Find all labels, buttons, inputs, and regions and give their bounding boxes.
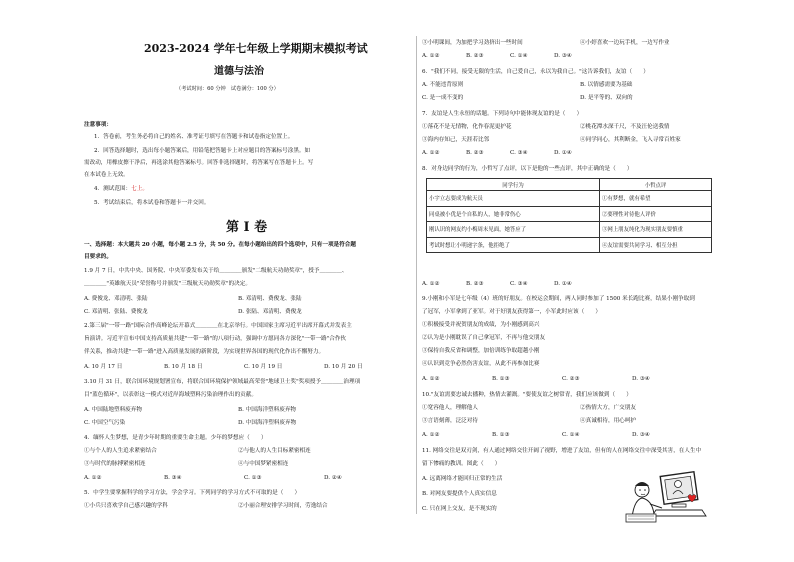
- table-header-row: [427, 179, 712, 191]
- q8-option-b: B. ②③: [466, 281, 484, 287]
- note-4: [94, 186, 148, 193]
- q1-line1: 1.9 月 7 日，中共中央、国务院、中央军委发布关于给＿＿＿＿颁发"二级航天功勋奖章"，授予＿＿＿＿、: [84, 268, 348, 274]
- q6-option-a: A. 不能违背原则: [422, 82, 464, 88]
- q8-option-d: D. ①④: [554, 281, 572, 287]
- q4-stem: 4．缅怀人生梦想，是青少年时期的重要生命主题。少年的梦想应（ ）: [84, 435, 267, 441]
- q3-line2: 目"蓝色循环"，以表彰这一模式对近岸海域塑料污染治理作出的贡献。: [84, 392, 257, 398]
- q2-line3: 伴关系，推动共建"一带一路"进入高质量发展的新阶段，为实现世界各国的现代化作出不懈努力。: [84, 349, 325, 355]
- q5-item-2: ②小丽合理安排学习时间，劳逸结合: [238, 503, 328, 509]
- note-5: 5．考试结束后，将本试卷和答题卡一并交回。: [94, 200, 210, 206]
- subject-title: 道德与法治: [214, 66, 264, 77]
- q1-option-d: D. 张陆、邓清明、费俊龙: [238, 309, 302, 315]
- q1-option-b: B. 邓清明、费俊龙、张陆: [238, 296, 302, 302]
- q9-item-2: ②认为是小刚耽误了自己拿冠军，不再与他交朋友: [422, 335, 546, 341]
- column-divider: [416, 36, 417, 514]
- q9-item-1: ①积极接受并祝贺朋友的成绩，为小刚感到高兴: [422, 322, 540, 328]
- q6-option-d: D. 是平等的、双向的: [580, 95, 633, 101]
- q8-option-a: A. ①②: [422, 281, 440, 287]
- section1-instruction: 一、选择题：本大题共 20 小题，每小题 2.5 分，共 50 分。在每小题给出的四个选项中，只有一项是符合题: [84, 242, 356, 248]
- q7-option-d: D. ①④: [554, 150, 572, 156]
- q7-item-3: ③海内存知己，天涯若比邻: [422, 137, 490, 143]
- q2-option-c: C. 10 月 19 日: [244, 364, 283, 370]
- q8-stem: 8．对身边同学的行为，小哲写了点评，以下是他的一些点评，其中正确的是（ ）: [422, 166, 633, 172]
- q8-table: [426, 178, 712, 253]
- q8-option-c: C. ③④: [510, 281, 528, 287]
- q1-line2: ＿＿＿＿"英雄航天员"荣誉称号并颁发"三级航天功勋奖章"的决定。: [84, 281, 251, 287]
- q5-option-b: B. ②③: [466, 53, 484, 59]
- note-4-label: 4．测试范围：: [94, 186, 132, 192]
- table-header-cell: 小哲点评: [600, 179, 712, 191]
- q9-line1: 9.小刚和小军是七年级（4）班的好朋友。在校运会期间，两人同时参加了 1500 米长跑比赛，结果小刚争取到: [422, 296, 695, 302]
- q1-option-a: A. 费俊龙、邓清明、张陆: [84, 296, 148, 302]
- table-row: [427, 191, 712, 207]
- q7-item-4: ④同学同心，其利断金，飞入寻常百姓家: [580, 137, 681, 143]
- q6-option-c: C. 是一成不变的: [422, 95, 464, 101]
- note-1: 1．答卷前，考生务必将自己的姓名、准考证号填写在答题卡和试卷指定位置上。: [94, 134, 294, 140]
- volume-title: 第 I 卷: [226, 220, 268, 235]
- q2-line1: 2.第三届"一带一路"国际合作高峰论坛开幕式＿＿＿＿在北京举行。中国国家主席习近平出席开幕式并发表主: [84, 323, 352, 329]
- q9-line2: 了冠军，小军拿到了亚军。对于好朋友获得第一，小军此时应该（ ）: [422, 309, 602, 315]
- q10-option-c: C. ①④: [562, 432, 580, 438]
- note-2c: 在本试卷上无效。: [84, 172, 129, 178]
- q7-item-1: ①落花不是无情物，化作春泥更护花: [422, 124, 512, 130]
- q11-line1: 11. 网络交往是双刃剑，有人通过网络交往开阔了视野，增进了友谊，但有的人在网络交往中深受其害，在人生中: [422, 448, 702, 454]
- q3-line1: 3.10 月 31 日，联合国环境规划署宣布，将联合国环境保护领域最高荣誉"地球卫士奖"奖项授予＿＿＿＿治理项: [84, 379, 361, 385]
- q4-item-1: ①与个人的人生追求紧密结合: [84, 448, 157, 454]
- q10-item-1: ①宽容他人，理解他人: [422, 405, 478, 411]
- online-chat-illustration: [622, 470, 714, 524]
- q5-item-3: ③小明课间，为加把学习劲挤出一些时间: [422, 40, 523, 46]
- q2-line2: 旨演讲。习近平宣布中国支持高质量共建"一带一路"的八项行动，强调中方愿同各方深化"一带一路"合作伙: [84, 336, 347, 342]
- q10-item-3: ③言语刻薄，泛泛对待: [422, 418, 478, 424]
- q10-stem: 10."友谊需要忠诚去播种，热情去灌溉。"要使友谊之树常青，我们应该做到（ ）: [422, 392, 632, 398]
- q3-option-d: D. 中国海洋塑料废弃物: [238, 420, 297, 426]
- q3-option-a: A. 中国陆地塑料废弃物: [84, 407, 142, 413]
- q2-option-b: B. 10 月 18 日: [164, 364, 203, 370]
- q9-item-4: ④认识到竞争必然伤害友谊，从此不再参加比赛: [422, 361, 540, 367]
- q10-item-4: ④真诚相待，用心呵护: [580, 418, 636, 424]
- q10-option-d: D. ③④: [632, 432, 650, 438]
- section1-instruction-cont: 目要求的。: [84, 254, 112, 260]
- table-row: [427, 222, 712, 238]
- q5-option-d: D. ③④: [554, 53, 572, 59]
- q5-option-a: A. ①②: [422, 53, 440, 59]
- table-cell: 同桌被小优是个自私的人，她非常伤心: [427, 206, 600, 222]
- q4-item-3: ③与时代的脉搏紧密相连: [84, 461, 146, 467]
- table-header-cell: 同学行为: [427, 179, 600, 191]
- q10-option-a: A. ①②: [422, 432, 440, 438]
- q4-item-4: ④与中国梦紧密相连: [238, 461, 289, 467]
- q5-stem: 5．中学生要掌握科学的学习方法，学会学习。下列同学的学习方式不可取的是（ ）: [84, 490, 301, 496]
- q6-stem: 6．"我们不同，接受无限的生活，自己爱自己，永以为我自己。"这告诉我们，友谊（ ）: [422, 69, 649, 75]
- table-cell: ④友谊需要共同学习、相互分担: [600, 237, 712, 253]
- q9-option-a: A. ①②: [422, 376, 440, 382]
- q9-option-b: B. ①③: [492, 376, 510, 382]
- exam-meta: （考试时间：60 分钟 试卷满分：100 分）: [176, 86, 279, 92]
- q4-option-d: D. ②④: [324, 475, 342, 481]
- q2-option-a: A. 10 月 17 日: [84, 364, 123, 370]
- table-cell: 考试时想让小明递字条，他拒绝了: [427, 237, 600, 253]
- table-row: [427, 237, 712, 253]
- q4-option-c: C. ①③: [244, 475, 262, 481]
- scope-value: 七上。: [131, 186, 148, 192]
- q3-option-c: C. 中国空气污染: [84, 420, 126, 426]
- q11-option-a: A. 远离网络才能回归正常的生活: [422, 476, 503, 482]
- q9-item-3: ③保持自我反省和调整，加倍训练争取超越小刚: [422, 348, 540, 354]
- table-cell: 刚认识的网友约小梅周末见面，她答应了: [427, 222, 600, 238]
- table-cell: ①有梦想，就有希望: [600, 191, 712, 207]
- q5-option-c: C. ①④: [510, 53, 528, 59]
- exam-title: 2023-2024 学年七年级上学期期末模拟考试: [144, 42, 368, 55]
- q4-item-2: ②与他人的人生目标紧密相连: [238, 448, 311, 454]
- q7-item-2: ②桃花潭水深千尺，不及汪伦送我情: [580, 124, 670, 130]
- q1-option-c: C. 邓清明、张陆、费俊龙: [84, 309, 148, 315]
- q7-stem: 7．友谊是人生永恒的话题。下列诗句中能体现友谊的是（ ）: [422, 111, 583, 117]
- q6-option-b: B. 以情感需要为基础: [580, 82, 633, 88]
- q7-option-b: B. ②③: [466, 150, 484, 156]
- q11-option-b: B. 对网友要提供个人真实信息: [422, 491, 497, 497]
- q7-option-c: C. ③④: [510, 150, 528, 156]
- q4-option-b: B. ③④: [164, 475, 182, 481]
- note-2b: 需改动，用橡皮擦干净后，再选涂其他答案标号。回答非选择题时，将答案写在答题卡上。写: [84, 160, 314, 166]
- table-cell: ③网上朋友纯化为现实朋友要慎重: [600, 222, 712, 238]
- q4-option-a: A. ①②: [84, 475, 102, 481]
- q3-option-b: B. 中国海洋塑料废弃物: [238, 407, 297, 413]
- q11-line2: 留下惨痛的教训。图此（ ）: [422, 461, 501, 467]
- notes-heading: 注意事项：: [84, 122, 112, 128]
- table-cell: 小宇立志要成为航天员: [427, 191, 600, 207]
- q11-option-c: C. 只在网上交友，是不现实的: [422, 506, 497, 512]
- q7-option-a: A. ①②: [422, 150, 440, 156]
- q9-option-c: C. ②③: [562, 376, 580, 382]
- q5-item-1: ①小兵只喜欢学自己感兴趣的学科: [84, 503, 168, 509]
- note-2a: 2．回答选择题时，选出每小题答案后，用铅笔把答题卡上对应题目的答案标号涂黑。如: [94, 148, 311, 154]
- q10-item-2: ②热情大方，广交朋友: [580, 405, 636, 411]
- table-cell: ②要理性对待他人评价: [600, 206, 712, 222]
- q9-option-d: D. ③④: [632, 376, 650, 382]
- q5-item-4: ④小婷喜欢一边玩手机，一边写作业: [580, 40, 670, 46]
- table-row: [427, 206, 712, 222]
- q10-option-b: B. ①③: [492, 432, 510, 438]
- q2-option-d: D. 10 月 20 日: [324, 364, 363, 370]
